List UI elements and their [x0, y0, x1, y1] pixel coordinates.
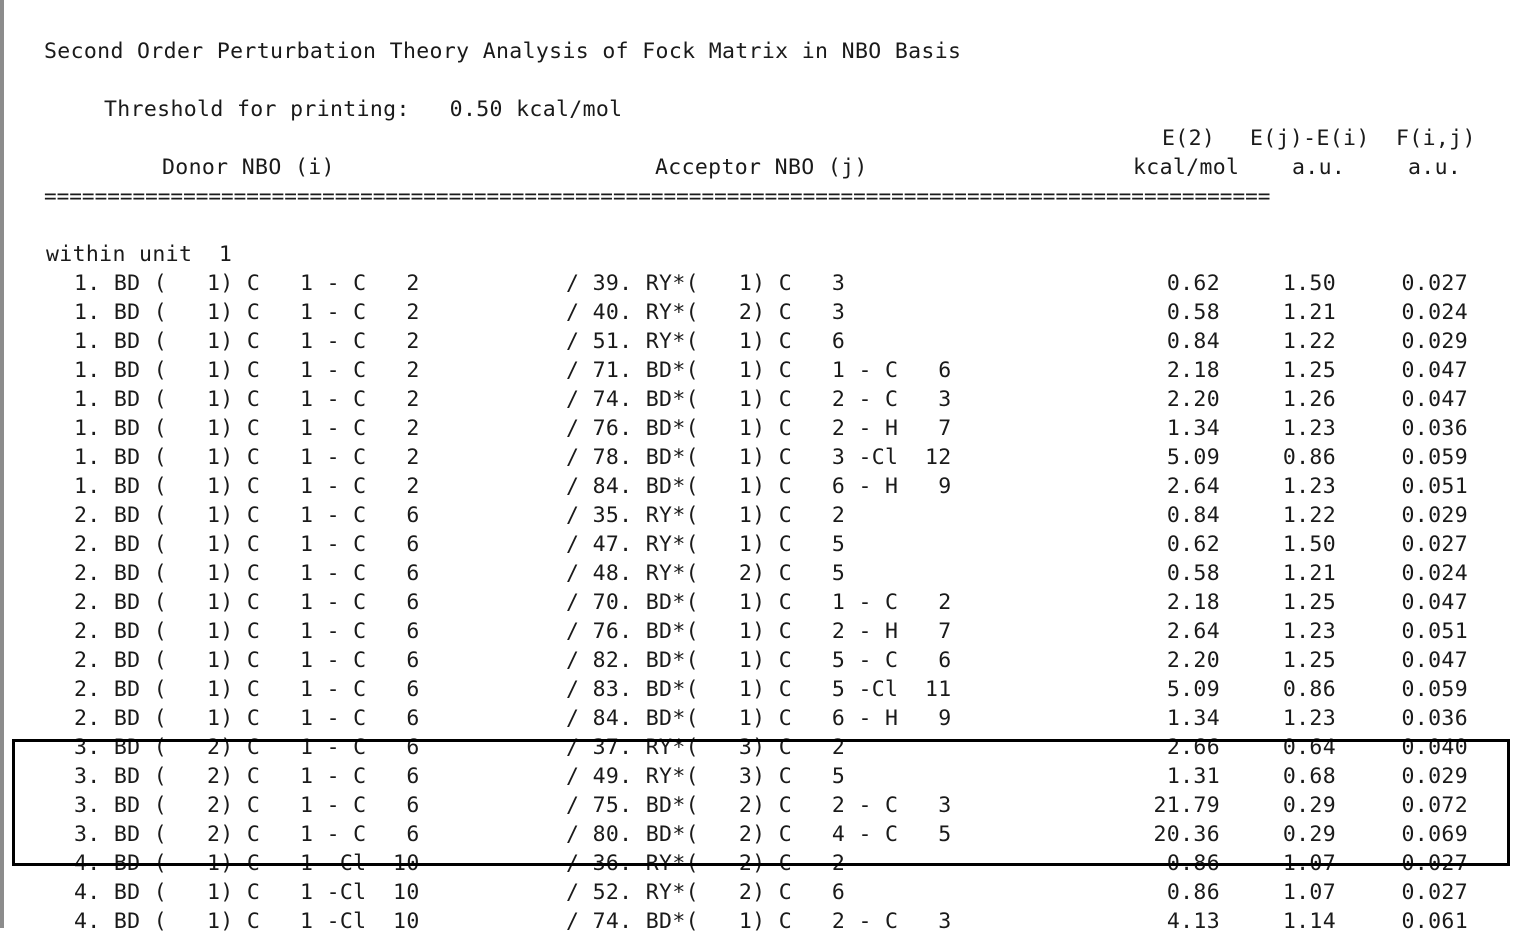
donor-cell: 4. BD ( 1) C 1 -Cl 10	[74, 909, 420, 934]
unit-label: within unit 1	[46, 242, 233, 267]
table-row	[0, 849, 1540, 878]
e2-cell: 2.18	[1166, 590, 1220, 615]
fock-element-cell: 0.051	[1401, 619, 1468, 644]
table-row	[0, 617, 1540, 646]
acceptor-cell: / 84. BD*( 1) C 6 - H 9	[566, 706, 952, 731]
table-row	[0, 704, 1540, 733]
e2-cell: 2.20	[1166, 387, 1220, 412]
fock-element-cell: 0.072	[1401, 793, 1468, 818]
energy-diff-cell: 1.23	[1282, 416, 1336, 441]
e2-cell: 0.84	[1166, 503, 1220, 528]
fock-element-cell: 0.036	[1401, 416, 1468, 441]
fock-element-cell: 0.040	[1401, 735, 1468, 760]
interaction-table	[0, 240, 1540, 936]
header-energy-diff-unit: a.u.	[1292, 155, 1346, 180]
donor-cell: 4. BD ( 1) C 1 -Cl 10	[74, 851, 420, 876]
acceptor-cell: / 78. BD*( 1) C 3 -Cl 12	[566, 445, 952, 470]
fock-element-cell: 0.024	[1401, 300, 1468, 325]
acceptor-cell: / 80. BD*( 2) C 4 - C 5	[566, 822, 952, 847]
fock-element-cell: 0.047	[1401, 648, 1468, 673]
donor-cell: 3. BD ( 2) C 1 - C 6	[74, 735, 420, 760]
donor-cell: 3. BD ( 2) C 1 - C 6	[74, 764, 420, 789]
donor-cell: 3. BD ( 2) C 1 - C 6	[74, 793, 420, 818]
energy-diff-cell: 0.68	[1282, 764, 1336, 789]
acceptor-cell: / 82. BD*( 1) C 5 - C 6	[566, 648, 952, 673]
e2-cell: 4.13	[1166, 909, 1220, 934]
acceptor-cell: / 71. BD*( 1) C 1 - C 6	[566, 358, 952, 383]
donor-cell: 1. BD ( 1) C 1 - C 2	[74, 416, 420, 441]
donor-cell: 1. BD ( 1) C 1 - C 2	[74, 445, 420, 470]
table-row	[0, 356, 1540, 385]
table-row	[0, 298, 1540, 327]
header-fock-element: F(i,j)	[1396, 126, 1476, 151]
acceptor-cell: / 49. RY*( 3) C 5	[566, 764, 846, 789]
fock-element-cell: 0.029	[1401, 503, 1468, 528]
donor-cell: 4. BD ( 1) C 1 -Cl 10	[74, 880, 420, 905]
fock-element-cell: 0.059	[1401, 445, 1468, 470]
energy-diff-cell: 0.64	[1282, 735, 1336, 760]
table-row	[0, 907, 1540, 936]
acceptor-cell: / 39. RY*( 1) C 3	[566, 271, 846, 296]
energy-diff-cell: 0.86	[1282, 445, 1336, 470]
energy-diff-cell: 1.14	[1282, 909, 1336, 934]
table-row	[0, 733, 1540, 762]
fock-element-cell: 0.029	[1401, 764, 1468, 789]
separator-line: =================================================================================================	[44, 184, 1271, 208]
energy-diff-cell: 1.25	[1282, 590, 1336, 615]
donor-cell: 1. BD ( 1) C 1 - C 2	[74, 271, 420, 296]
donor-cell: 2. BD ( 1) C 1 - C 6	[74, 561, 420, 586]
e2-cell: 0.86	[1166, 880, 1220, 905]
fock-element-cell: 0.036	[1401, 706, 1468, 731]
table-body	[0, 269, 1540, 936]
acceptor-cell: / 74. BD*( 1) C 2 - C 3	[566, 387, 952, 412]
e2-cell: 5.09	[1166, 445, 1220, 470]
fock-element-cell: 0.027	[1401, 271, 1468, 296]
table-row	[0, 559, 1540, 588]
e2-cell: 1.34	[1166, 416, 1220, 441]
fock-element-cell: 0.059	[1401, 677, 1468, 702]
donor-cell: 2. BD ( 1) C 1 - C 6	[74, 503, 420, 528]
e2-cell: 1.34	[1166, 706, 1220, 731]
fock-element-cell: 0.047	[1401, 387, 1468, 412]
acceptor-cell: / 52. RY*( 2) C 6	[566, 880, 846, 905]
e2-cell: 2.18	[1166, 358, 1220, 383]
donor-cell: 2. BD ( 1) C 1 - C 6	[74, 619, 420, 644]
table-row	[0, 675, 1540, 704]
table-row	[0, 588, 1540, 617]
energy-diff-cell: 1.23	[1282, 706, 1336, 731]
energy-diff-cell: 0.29	[1282, 822, 1336, 847]
donor-cell: 1. BD ( 1) C 1 - C 2	[74, 329, 420, 354]
header-acceptor: Acceptor NBO (j)	[655, 155, 868, 180]
donor-cell: 1. BD ( 1) C 1 - C 2	[74, 300, 420, 325]
e2-cell: 0.58	[1166, 300, 1220, 325]
header-e2-unit: kcal/mol	[1133, 155, 1240, 180]
energy-diff-cell: 1.21	[1282, 561, 1336, 586]
donor-cell: 2. BD ( 1) C 1 - C 6	[74, 677, 420, 702]
acceptor-cell: / 75. BD*( 2) C 2 - C 3	[566, 793, 952, 818]
acceptor-cell: / 37. RY*( 3) C 2	[566, 735, 846, 760]
donor-cell: 2. BD ( 1) C 1 - C 6	[74, 706, 420, 731]
table-row	[0, 472, 1540, 501]
table-row	[0, 820, 1540, 849]
e2-cell: 0.84	[1166, 329, 1220, 354]
table-row	[0, 878, 1540, 907]
acceptor-cell: / 40. RY*( 2) C 3	[566, 300, 846, 325]
e2-cell: 0.86	[1166, 851, 1220, 876]
energy-diff-cell: 1.23	[1282, 474, 1336, 499]
e2-cell: 0.62	[1166, 532, 1220, 557]
unit-row	[0, 240, 1540, 269]
e2-cell: 21.79	[1153, 793, 1220, 818]
donor-cell: 2. BD ( 1) C 1 - C 6	[74, 648, 420, 673]
table-row	[0, 646, 1540, 675]
acceptor-cell: / 84. BD*( 1) C 6 - H 9	[566, 474, 952, 499]
energy-diff-cell: 1.22	[1282, 329, 1336, 354]
energy-diff-cell: 1.22	[1282, 503, 1336, 528]
fock-element-cell: 0.024	[1401, 561, 1468, 586]
header-donor: Donor NBO (i)	[162, 155, 335, 180]
donor-cell: 3. BD ( 2) C 1 - C 6	[74, 822, 420, 847]
donor-cell: 2. BD ( 1) C 1 - C 6	[74, 532, 420, 557]
energy-diff-cell: 1.07	[1282, 880, 1336, 905]
fock-element-cell: 0.047	[1401, 358, 1468, 383]
header-fock-unit: a.u.	[1408, 155, 1462, 180]
donor-cell: 1. BD ( 1) C 1 - C 2	[74, 474, 420, 499]
donor-cell: 1. BD ( 1) C 1 - C 2	[74, 358, 420, 383]
e2-cell: 20.36	[1153, 822, 1220, 847]
table-row	[0, 414, 1540, 443]
e2-cell: 2.66	[1166, 735, 1220, 760]
energy-diff-cell: 1.25	[1282, 648, 1336, 673]
fock-element-cell: 0.047	[1401, 590, 1468, 615]
acceptor-cell: / 48. RY*( 2) C 5	[566, 561, 846, 586]
e2-cell: 2.64	[1166, 619, 1220, 644]
header-e2: E(2)	[1162, 126, 1216, 151]
table-row	[0, 762, 1540, 791]
acceptor-cell: / 76. BD*( 1) C 2 - H 7	[566, 416, 952, 441]
energy-diff-cell: 1.21	[1282, 300, 1336, 325]
acceptor-cell: / 35. RY*( 1) C 2	[566, 503, 846, 528]
table-row	[0, 385, 1540, 414]
table-row	[0, 443, 1540, 472]
acceptor-cell: / 51. RY*( 1) C 6	[566, 329, 846, 354]
e2-cell: 5.09	[1166, 677, 1220, 702]
fock-element-cell: 0.027	[1401, 880, 1468, 905]
energy-diff-cell: 1.23	[1282, 619, 1336, 644]
acceptor-cell: / 83. BD*( 1) C 5 -Cl 11	[566, 677, 952, 702]
fock-element-cell: 0.069	[1401, 822, 1468, 847]
e2-cell: 2.20	[1166, 648, 1220, 673]
e2-cell: 1.31	[1166, 764, 1220, 789]
energy-diff-cell: 1.25	[1282, 358, 1336, 383]
donor-cell: 2. BD ( 1) C 1 - C 6	[74, 590, 420, 615]
table-row	[0, 501, 1540, 530]
donor-cell: 1. BD ( 1) C 1 - C 2	[74, 387, 420, 412]
e2-cell: 0.62	[1166, 271, 1220, 296]
threshold-line: Threshold for printing: 0.50 kcal/mol	[104, 97, 623, 122]
fock-element-cell: 0.051	[1401, 474, 1468, 499]
table-row	[0, 327, 1540, 356]
energy-diff-cell: 1.07	[1282, 851, 1336, 876]
energy-diff-cell: 1.50	[1282, 271, 1336, 296]
acceptor-cell: / 47. RY*( 1) C 5	[566, 532, 846, 557]
energy-diff-cell: 1.50	[1282, 532, 1336, 557]
e2-cell: 0.58	[1166, 561, 1220, 586]
e2-cell: 2.64	[1166, 474, 1220, 499]
table-row	[0, 791, 1540, 820]
fock-element-cell: 0.061	[1401, 909, 1468, 934]
acceptor-cell: / 70. BD*( 1) C 1 - C 2	[566, 590, 952, 615]
fock-element-cell: 0.027	[1401, 851, 1468, 876]
energy-diff-cell: 0.86	[1282, 677, 1336, 702]
table-row	[0, 530, 1540, 559]
fock-element-cell: 0.027	[1401, 532, 1468, 557]
acceptor-cell: / 74. BD*( 1) C 2 - C 3	[566, 909, 952, 934]
energy-diff-cell: 1.26	[1282, 387, 1336, 412]
fock-element-cell: 0.029	[1401, 329, 1468, 354]
energy-diff-cell: 0.29	[1282, 793, 1336, 818]
header-energy-diff: E(j)-E(i)	[1250, 126, 1370, 151]
page-title: Second Order Perturbation Theory Analysis of Fock Matrix in NBO Basis	[44, 39, 962, 64]
table-row	[0, 269, 1540, 298]
acceptor-cell: / 36. RY*( 2) C 2	[566, 851, 846, 876]
acceptor-cell: / 76. BD*( 1) C 2 - H 7	[566, 619, 952, 644]
